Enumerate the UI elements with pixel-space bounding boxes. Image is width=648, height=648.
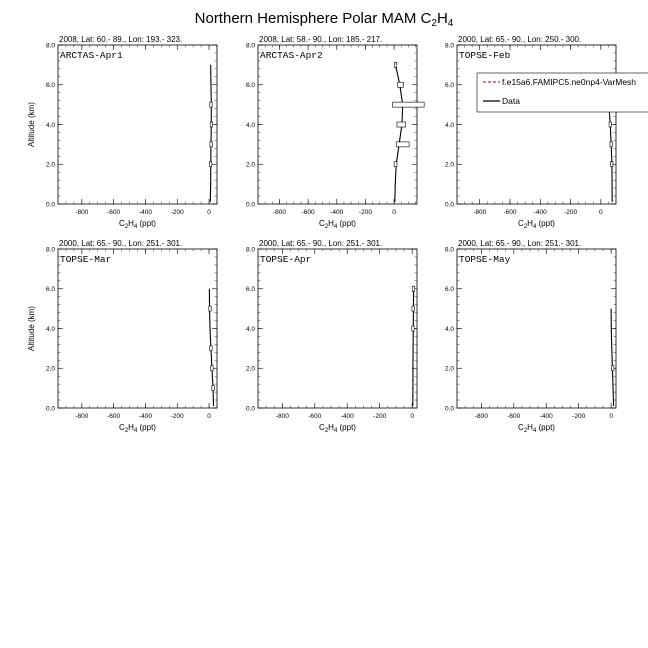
y-tick-label: 2.0 — [45, 161, 55, 169]
x-tick-label: -600 — [301, 209, 315, 216]
data-box-marker — [612, 366, 614, 371]
y-tick-label: 2.0 — [444, 365, 454, 373]
y-tick-label: 8.0 — [45, 42, 55, 50]
x-tick-label: 0 — [599, 209, 603, 216]
campaign-label: ARCTAS-Apr2 — [260, 50, 323, 61]
data-box-marker — [610, 142, 612, 147]
data-box-marker — [412, 326, 414, 331]
x-tick-label: -400 — [138, 209, 152, 216]
figure-title: Northern Hemisphere Polar MAM $C_2H_4$ — [194, 10, 454, 29]
x-tick-label: -400 — [340, 413, 354, 420]
panel-header: 2008, Lat: 60.- 89., Lon: 193.- 323. — [59, 35, 183, 44]
y-tick-label: 8.0 — [444, 42, 454, 50]
y-tick-label: 4.0 — [45, 121, 55, 129]
campaign-label: TOPSE-May — [459, 254, 511, 265]
x-tick-label: -200 — [170, 209, 184, 216]
legend — [477, 73, 648, 112]
y-tick-label: 2.0 — [45, 365, 55, 373]
y-tick-label: 4.0 — [245, 325, 255, 333]
x-tick-label: -200 — [572, 413, 586, 420]
x-tick-label: 0 — [207, 209, 211, 216]
x-tick-label: -600 — [107, 413, 121, 420]
y-tick-label: 6.0 — [444, 286, 454, 294]
x-tick-label: -200 — [358, 209, 372, 216]
y-tick-label: 4.0 — [45, 325, 55, 333]
x-tick-label: -600 — [107, 209, 121, 216]
data-box-marker — [393, 102, 425, 107]
y-tick-label: 8.0 — [45, 246, 55, 254]
data-box-marker — [210, 346, 212, 351]
y-tick-label: 0.0 — [444, 405, 454, 413]
x-tick-label: -800 — [75, 209, 89, 216]
legend-model-label: f.e15a6.FAMIPC5.ne0np4-VarMesh — [502, 77, 637, 87]
campaign-label: ARCTAS-Apr1 — [60, 50, 123, 61]
x-tick-label: 0 — [392, 209, 396, 216]
data-box-marker — [611, 162, 613, 167]
data-box-marker — [211, 366, 213, 371]
data-box-marker — [394, 162, 397, 167]
panel-header: 2000, Lat: 65.- 90., Lon: 251.- 301. — [59, 239, 183, 248]
x-tick-label: -600 — [507, 413, 521, 420]
y-tick-label: 0.0 — [245, 201, 255, 209]
panel-header: 2008, Lat: 58.- 90., Lon: 185.- 217. — [259, 35, 383, 44]
x-axis-label: $C_2H_4$ (ppt) — [319, 423, 356, 434]
x-tick-label: -800 — [75, 413, 89, 420]
y-tick-label: 0.0 — [45, 405, 55, 413]
data-box-marker — [397, 122, 406, 127]
panel-header: 2000, Lat: 65.- 90., Lon: 251.- 301. — [458, 239, 582, 248]
x-axis-label: $C_2H_4$ (ppt) — [119, 219, 156, 230]
x-tick-label: -400 — [138, 413, 152, 420]
campaign-label: TOPSE-Apr — [260, 254, 312, 265]
panel-header: 2000, Lat: 65.- 90., Lon: 251.- 301. — [259, 239, 383, 248]
data-box-marker — [210, 142, 212, 147]
x-axis-label: $C_2H_4$ (ppt) — [518, 219, 555, 230]
x-tick-label: 0 — [410, 413, 414, 420]
x-tick-label: -800 — [474, 413, 488, 420]
y-tick-label: 6.0 — [245, 286, 255, 294]
y-tick-label: 6.0 — [444, 82, 454, 90]
data-box-marker — [209, 162, 211, 167]
y-tick-label: 6.0 — [45, 286, 55, 294]
data-box-marker — [210, 102, 212, 107]
x-axis-label: $C_2H_4$ (ppt) — [518, 423, 555, 434]
x-axis-label: $C_2H_4$ (ppt) — [319, 219, 356, 230]
data-box-marker — [210, 122, 212, 127]
y-tick-label: 2.0 — [245, 365, 255, 373]
x-tick-label: -200 — [373, 413, 387, 420]
x-tick-label: -400 — [533, 209, 547, 216]
y-tick-label: 2.0 — [444, 161, 454, 169]
x-tick-label: 0 — [207, 413, 211, 420]
data-box-marker — [609, 122, 611, 127]
x-axis-label: $C_2H_4$ (ppt) — [119, 423, 156, 434]
y-axis-label: Altitude (km) — [27, 306, 36, 351]
y-tick-label: 4.0 — [444, 121, 454, 129]
data-box-marker — [396, 142, 409, 147]
data-box-marker — [412, 306, 414, 311]
y-axis-label: Altitude (km) — [27, 102, 36, 147]
x-tick-label: -600 — [308, 413, 322, 420]
data-box-marker — [398, 82, 404, 87]
data-box-marker — [212, 386, 214, 391]
x-tick-label: 0 — [609, 413, 613, 420]
y-tick-label: 6.0 — [45, 82, 55, 90]
data-box-marker — [209, 306, 211, 311]
x-tick-label: -200 — [170, 413, 184, 420]
y-tick-label: 8.0 — [245, 246, 255, 254]
y-tick-label: 4.0 — [444, 325, 454, 333]
x-tick-label: -400 — [539, 413, 553, 420]
x-tick-label: -800 — [272, 209, 286, 216]
y-tick-label: 2.0 — [245, 161, 255, 169]
y-tick-label: 4.0 — [245, 121, 255, 129]
y-tick-label: 8.0 — [444, 246, 454, 254]
y-tick-label: 0.0 — [444, 201, 454, 209]
x-tick-label: -800 — [473, 209, 487, 216]
x-tick-label: -800 — [275, 413, 289, 420]
data-box-marker — [394, 62, 396, 67]
panel-header: 2000, Lat: 65.- 90., Lon: 250.- 300. — [458, 35, 582, 44]
x-tick-label: -600 — [503, 209, 517, 216]
data-box-marker — [412, 286, 414, 291]
campaign-label: TOPSE-Mar — [60, 254, 112, 265]
legend-data-label: Data — [502, 96, 520, 106]
y-tick-label: 6.0 — [245, 82, 255, 90]
y-tick-label: 8.0 — [245, 42, 255, 50]
y-tick-label: 0.0 — [245, 405, 255, 413]
x-tick-label: -400 — [330, 209, 344, 216]
x-tick-label: -200 — [564, 209, 578, 216]
y-tick-label: 0.0 — [45, 201, 55, 209]
campaign-label: TOPSE-Feb — [459, 50, 511, 61]
